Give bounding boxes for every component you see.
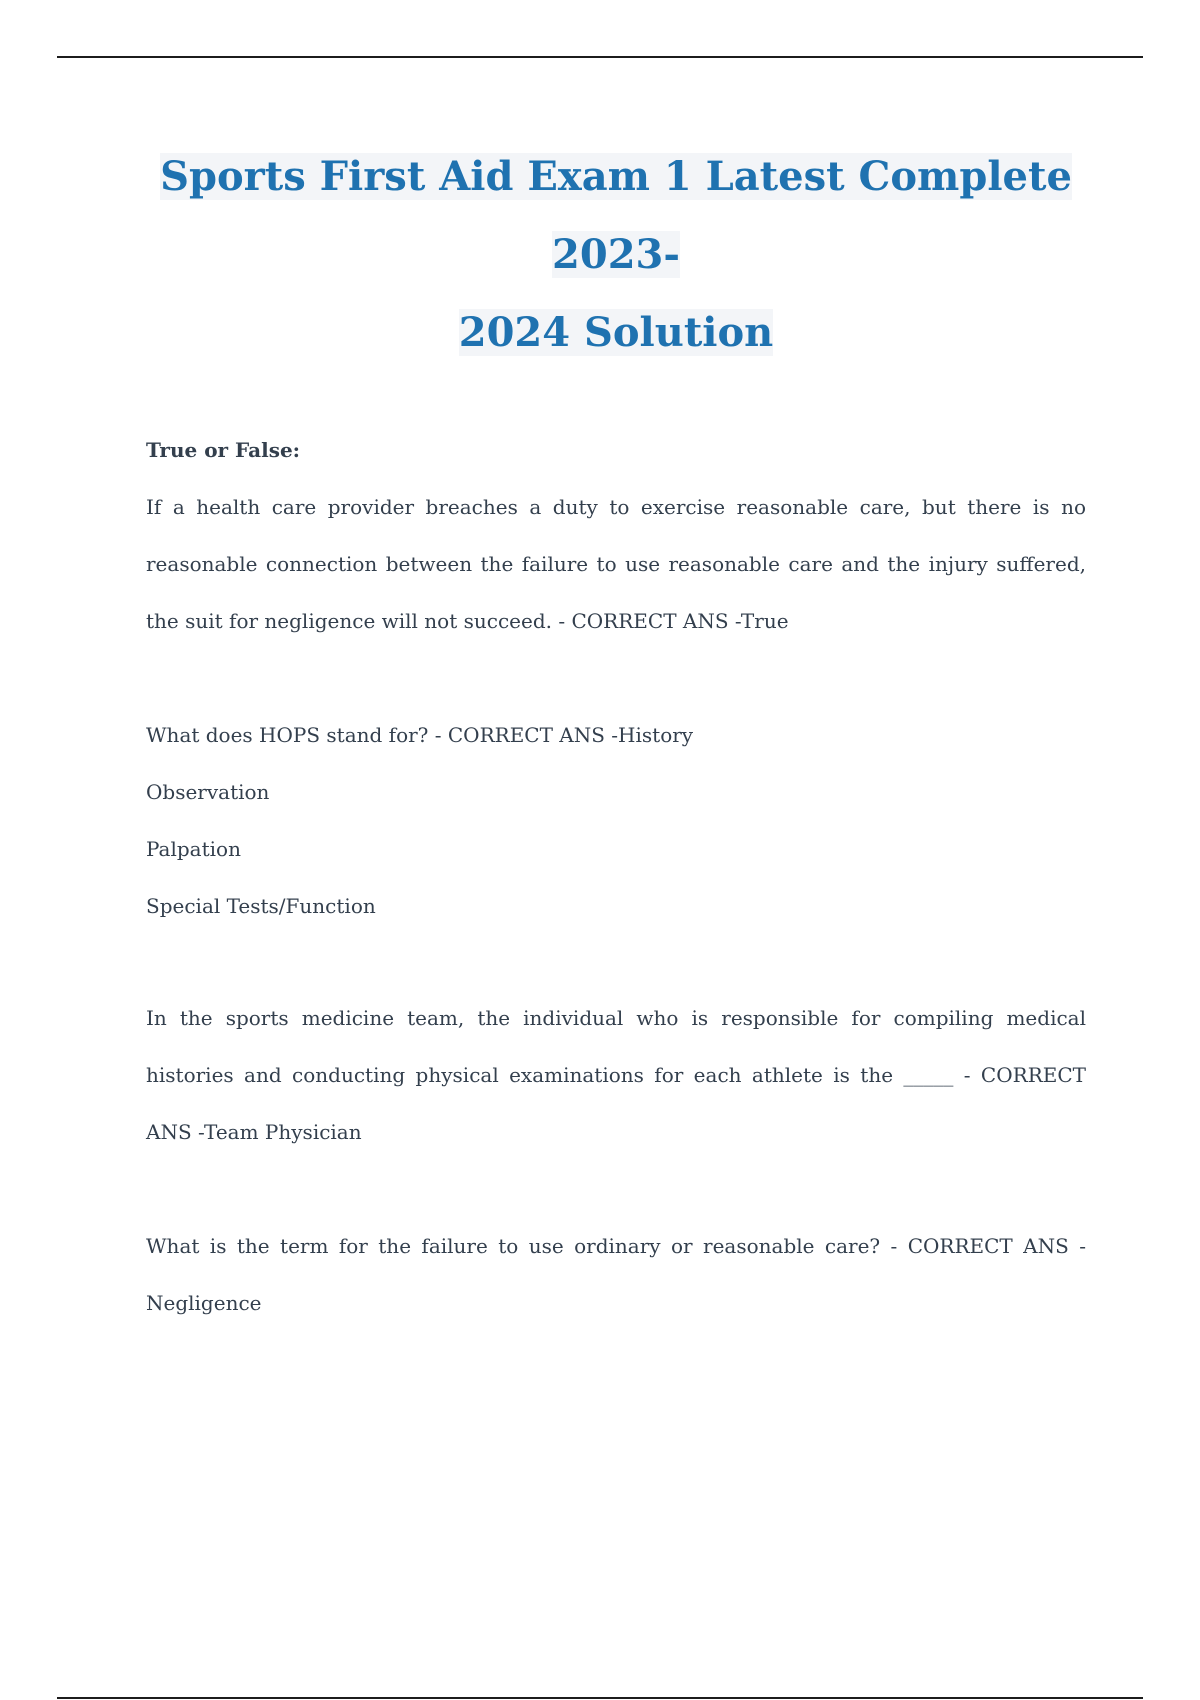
question-3: In the sports medicine team, the individual who is responsible for compiling medical histories and conducting physical examinations for each athlete is the _____ - CORRECT ANS -Team Physician [146, 1006, 1086, 1144]
title-line-1: Sports First Aid Exam 1 Latest Complete 2023- [160, 153, 1072, 278]
answer-line-palpation: Palpation [146, 837, 241, 861]
question-2-text: What does HOPS stand for? - CORRECT ANS -History [146, 723, 694, 747]
document-title [146, 138, 1086, 372]
question-4: What is the term for the failure to use ordinary or reasonable care? - CORRECT ANS -Negligence [146, 1234, 1086, 1315]
bottom-rule [57, 1697, 1143, 1699]
title-line-2: 2024 Solution [458, 309, 774, 356]
answer-line-special-tests: Special Tests/Function [146, 894, 376, 918]
question-2 [146, 707, 1086, 935]
answer-line-observation: Observation [146, 780, 270, 804]
section-true-false [146, 422, 1086, 479]
question-1: If a health care provider breaches a duty to exercise reasonable care, but there is no reasonable connection between the failure to use reasonable care and the injury suffered, the suit for negligence will not succeed. - CORRECT ANS -True [146, 495, 1086, 633]
section-label: True or False: [146, 438, 301, 462]
top-rule [57, 56, 1143, 58]
